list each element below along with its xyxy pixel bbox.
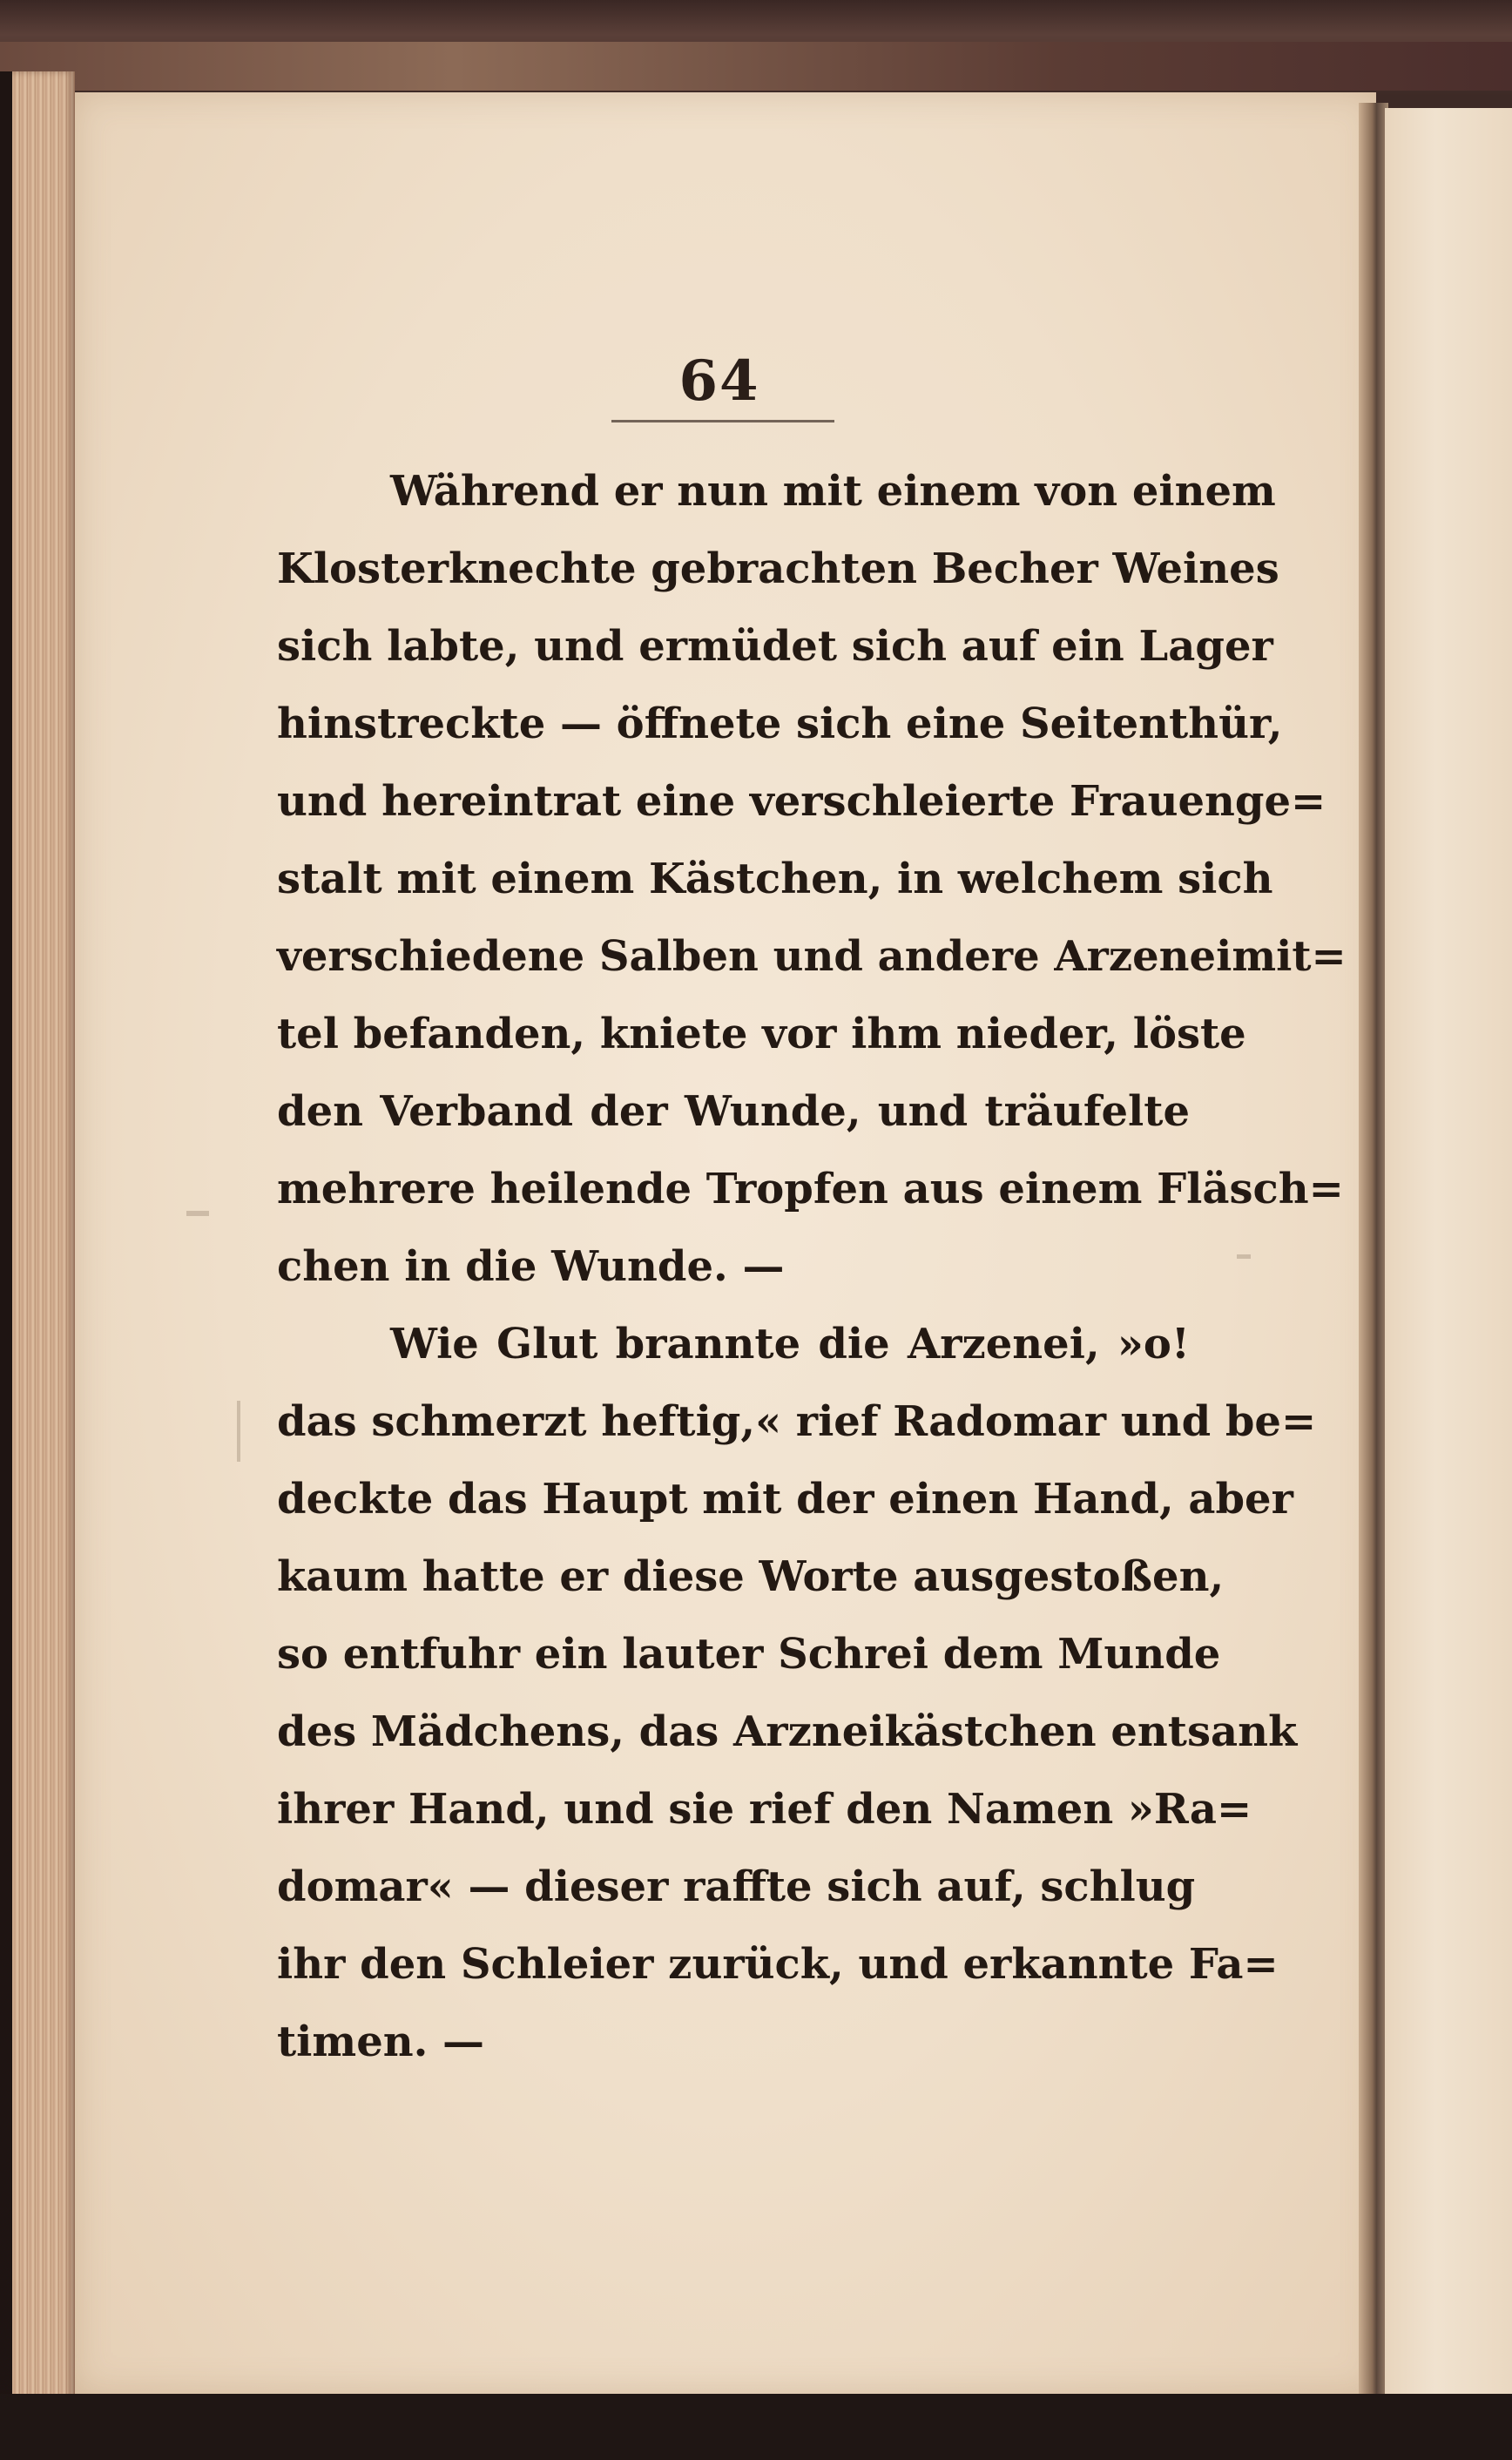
text-line: verschiedene Salben und andere Arzeneimit=: [277, 932, 1347, 981]
text-line: das schmerzt heftig,« rief Radomar und be=: [277, 1397, 1317, 1446]
text-line: tel befanden, kniete vor ihm nieder, löste: [277, 1010, 1246, 1058]
text-line: so entfuhr ein lauter Schrei dem Munde: [277, 1630, 1221, 1679]
text-line: sich labte, und ermüdet sich auf ein Lager: [277, 622, 1273, 671]
text-line: hinstreckte — öffnete sich eine Seitenthür,: [277, 699, 1283, 748]
text-line: des Mädchens, das Arzneikästchen entsank: [277, 1707, 1298, 1756]
text-line: und hereintrat eine verschleierte Frauenge=: [277, 777, 1326, 826]
text-line: deckte das Haupt mit der einen Hand, aber: [277, 1475, 1293, 1524]
book-cover-edge: [0, 42, 1512, 91]
paper-speck: [186, 1211, 209, 1216]
paper-speck: [1237, 1254, 1251, 1259]
text-line: Klosterknechte gebrachten Becher Weines: [277, 544, 1279, 593]
text-line: domar« — dieser raffte sich auf, schlug: [277, 1862, 1196, 1911]
text-line: chen in die Wunde. —: [277, 1242, 785, 1291]
text-line: ihr den Schleier zurück, und erkannte Fa=: [277, 1940, 1279, 1989]
paper-speck: [237, 1401, 240, 1462]
text-line: ihrer Hand, und sie rief den Namen »Ra=: [277, 1785, 1252, 1834]
next-page-edge: [1385, 108, 1512, 2404]
page-edges: [12, 71, 75, 2403]
text-line: Wie Glut brannte die Arzenei, »o!: [390, 1320, 1190, 1369]
text-line: stalt mit einem Kästchen, in welchem sich: [277, 855, 1273, 903]
header-rule: [611, 420, 834, 422]
text-line: kaum hatte er diese Worte ausgestoßen,: [277, 1552, 1225, 1601]
text-line: mehrere heilende Tropfen aus einem Fläsch=: [277, 1165, 1344, 1213]
text-line: timen. —: [277, 2017, 485, 2066]
bottom-band: [0, 2394, 1512, 2460]
page-number: 64: [678, 348, 760, 414]
text-line: Während er nun mit einem von einem: [390, 467, 1276, 516]
page-gutter: [1359, 103, 1388, 2403]
body-text: [277, 453, 1347, 2081]
text-line: den Verband der Wunde, und träufelte: [277, 1087, 1190, 1136]
